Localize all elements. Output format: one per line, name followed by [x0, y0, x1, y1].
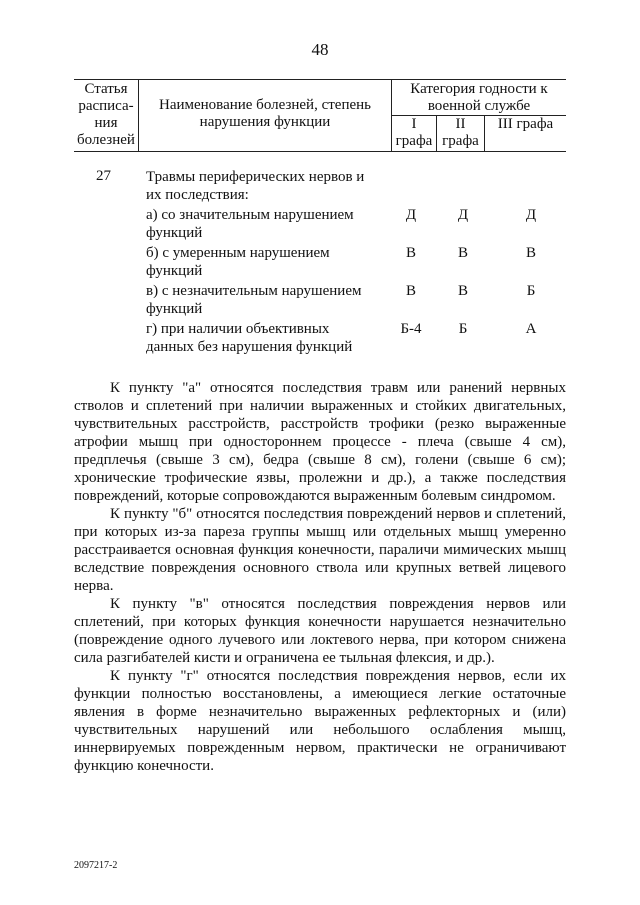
article-number: 27 — [96, 168, 111, 184]
paragraph-b: К пункту "б" относятся последствия повреждений нервов и сплетений, при которых из-за пареза группы мышц или отдельных мышц умеренно расстраивается основная функция конечности, параличи мимических мышц вследствие повреждения основного ствола или крупных ветвей лицевого нерва. — [74, 506, 566, 594]
table-row — [146, 244, 566, 280]
item-label: г) при наличии объективных данных без нарушения функций — [146, 321, 353, 355]
item-graph-1: Б-4 — [400, 321, 422, 337]
item-graph-3: В — [525, 245, 536, 261]
item-graph-2: Д — [457, 207, 469, 223]
item-label: а) со значительным нарушением функций — [146, 207, 354, 241]
header-statya: Статья расписа-ния болезней — [77, 81, 135, 148]
header-graph-2: II графа — [442, 116, 479, 149]
item-graph-3: Д — [525, 207, 537, 223]
header-name: Наименование болезней, степень нарушения функции — [158, 97, 372, 130]
item-graph-2: В — [457, 283, 468, 299]
table-row — [146, 320, 566, 356]
article-title: Травмы периферических нервов и их последствия: — [146, 169, 365, 203]
footer-code: 2097217-2 — [74, 860, 118, 871]
disease-rows — [146, 168, 566, 358]
paragraph-g: К пункту "г" относятся последствия повреждения нервов, если их функции полностью восстановлены, а имеющиеся легкие остаточные явления в форме незначительно выраженных рефлекторных и (или) чувствительных нарушений или небольшого ослабления мышц, иннервируемых поврежденным нервом, практически не ограничивают функцию конечности. — [74, 668, 566, 774]
item-graph-1: Д — [405, 207, 417, 223]
item-graph-1: В — [405, 283, 416, 299]
item-graph-3: А — [525, 321, 537, 337]
item-label: б) с умеренным нарушением функций — [146, 245, 330, 279]
body-text — [74, 379, 566, 775]
item-graph-2: В — [457, 245, 468, 261]
header-category: Категория годности к военной службе — [410, 81, 548, 114]
item-label: в) с незначительным нарушением функций — [146, 283, 362, 317]
article-title-row — [146, 168, 566, 204]
table-row — [146, 206, 566, 242]
header-graph-1: I графа — [395, 116, 433, 149]
page-number: 48 — [311, 40, 329, 59]
table-row — [146, 282, 566, 318]
paragraph-a: К пункту "а" относятся последствия травм или ранений нервных стволов и сплетений при наличии выраженных и стойких двигательных, чувствительных расстройств, расстройств трофики (резко выраженные атрофии мышц при одностороннем процессе - плеча (свыше 4 см), предплечья (свыше 3 см), бедра (свыше 8 см), голени (свыше 6 см); хронические трофические язвы, пролежни и др.), а также последствия повреждений, которые сопровождаются выраженным болевым синдромом. — [74, 380, 566, 504]
header-graph-3: III графа — [497, 116, 554, 132]
item-graph-1: В — [405, 245, 416, 261]
paragraph-v: К пункту "в" относятся последствия повреждения нервов или сплетений, при которых функция конечности нарушается незначительно (повреждение одного лучевого или локтевого нерва, при котором снижена сила разгибателей кисти и ограничена ее тыльная флексия, и др.). — [74, 596, 566, 666]
item-graph-2: Б — [458, 321, 468, 337]
table-header — [74, 79, 566, 152]
item-graph-3: Б — [526, 283, 536, 299]
